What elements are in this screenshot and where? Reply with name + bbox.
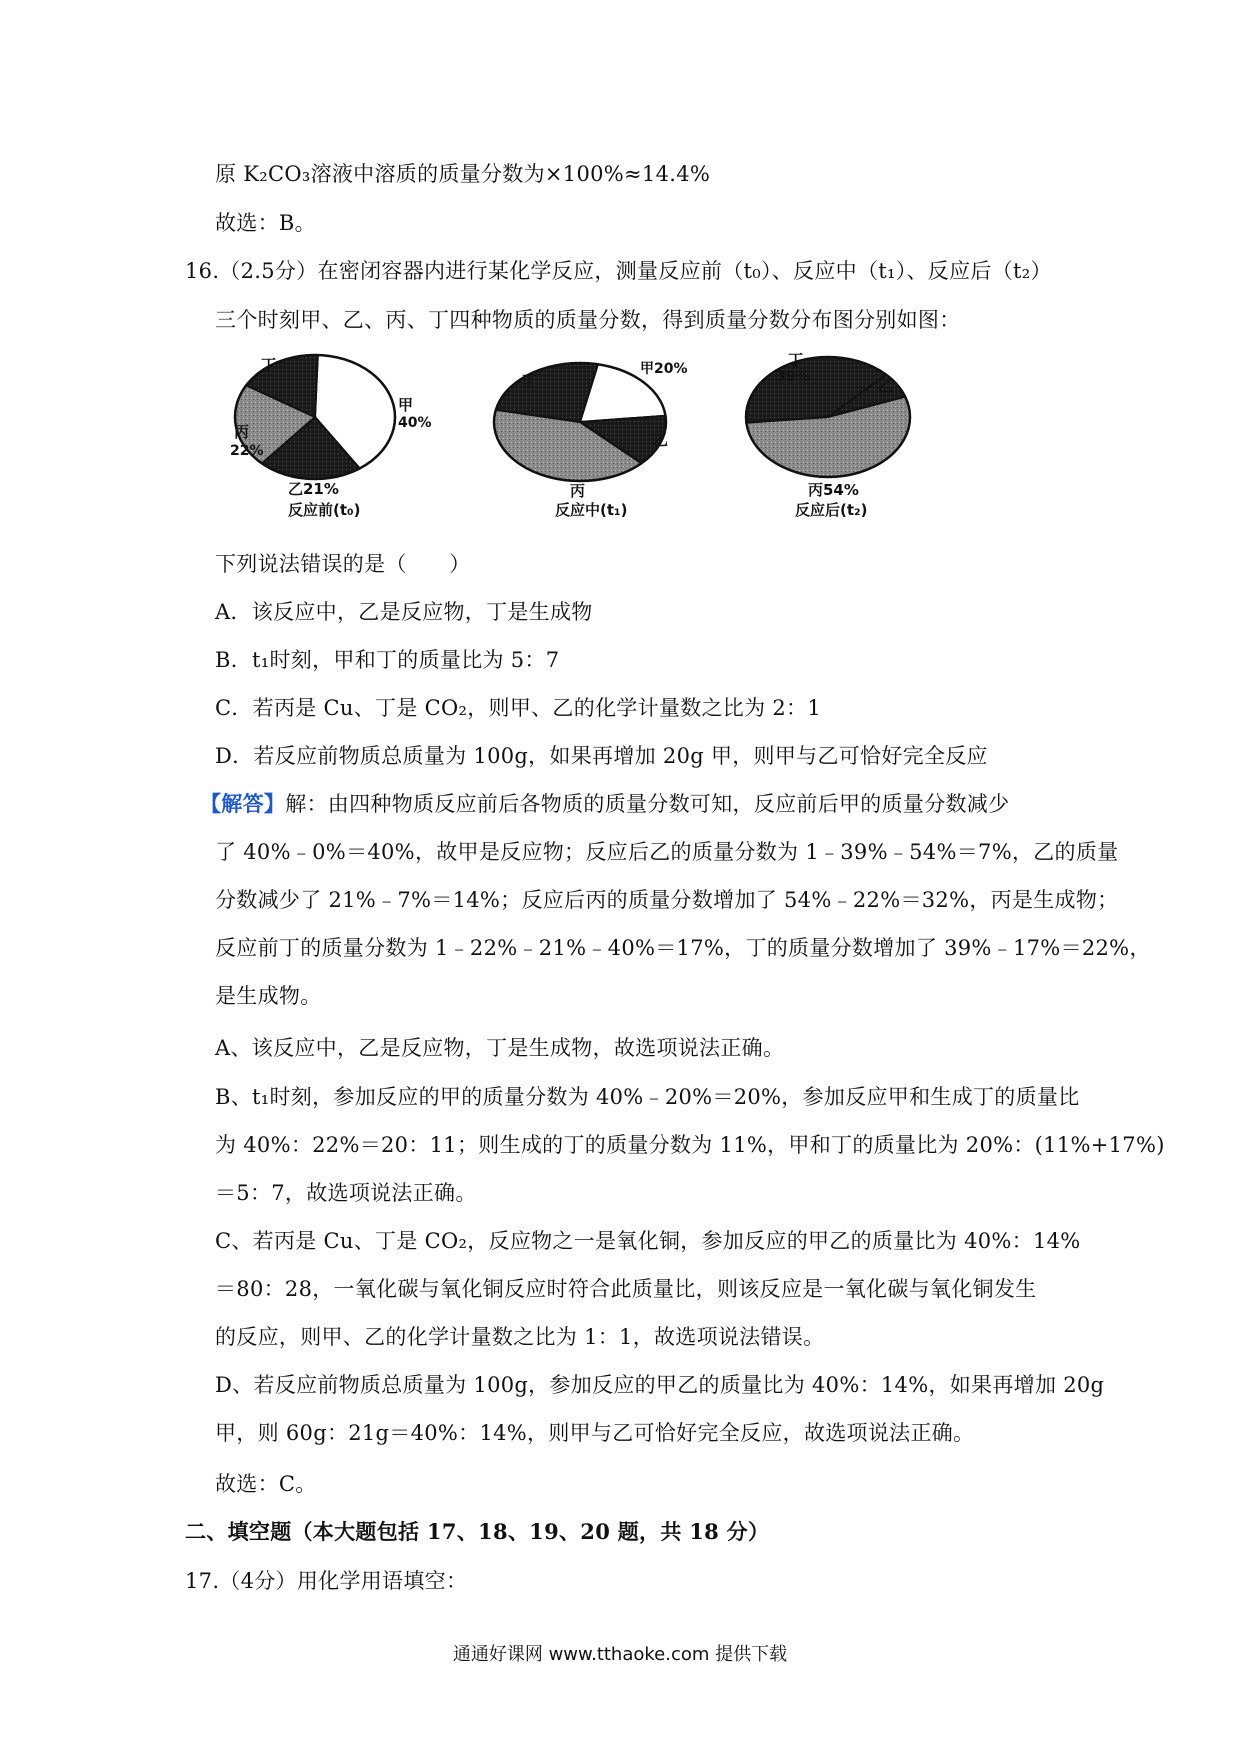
solution-line-7: B、t₁时刻，参加反应的甲的质量分数为 40%﹣20%＝20%，参加反应甲和生成丁的质量比 [215,1085,1080,1109]
before-label-ding: 丁 [261,356,277,374]
solution-line-2: 了 40%﹣0%＝40%，故甲是反应物；反应后乙的质量分数为 1﹣39%﹣54%＝7%，乙的质量 [215,840,1119,864]
solution-line-12: 的反应，则甲、乙的化学计量数之比为 1：1，故选项说法错误。 [215,1325,825,1349]
after-label-yi: 乙 [878,377,894,395]
middle-label-yi: 乙 [653,431,669,449]
before-label-jia-pct: 40% [398,415,432,431]
q16-option-a: A．该反应中，乙是反应物，丁是生成物 [215,600,593,624]
before-label-jia: 甲 [398,396,414,414]
solution-line-11: ＝80：28，一氧化碳与氧化铜反应时符合此质量比，则该反应是一氧化碳与氧化铜发生 [215,1277,1037,1301]
after-caption: 反应后(t₂) [795,501,868,519]
before-label-bing-pct: 22% [230,443,264,459]
after-label-ding: 丁 [788,351,804,369]
middle-label-jia: 甲20% [640,361,688,377]
after-label-ding-pct: 39% [776,369,810,385]
solution-line-6: A、该反应中，乙是反应物，丁是生成物，故选项说法正确。 [215,1036,785,1060]
before-label-yi: 乙21% [288,480,339,498]
solution-line-13: D、若反应前物质总质量为 100g，参加反应的甲乙的质量比为 40%：14%，如果再增加 20g [215,1373,1105,1397]
solution-line-14: 甲，则 60g：21g＝40%：14%，则甲与乙可恰好完全反应，故选项说法正确。 [215,1421,975,1445]
middle-label-bing: 丙 [570,482,586,500]
q16-prompt: 下列说法错误的是（ ） [215,552,471,576]
q16-option-d: D．若反应前物质总质量为 100g，如果再增加 20g 甲，则甲与乙可恰好完全反应 [215,744,988,768]
solution-line-8: 为 40%：22%＝20：11；则生成的丁的质量分数为 11%，甲和丁的质量比为 20%：(11%+17%) [215,1133,1165,1157]
solution-line-3: 分数减少了 21%﹣7%＝14%；反应后丙的质量分数增加了 54%﹣22%＝32%，丙是生成物； [215,888,1119,912]
q16-stem-line-1: 16.（2.5分）在密闭容器内进行某化学反应，测量反应前（t₀）、反应中（t₁）、反应后（t₂） [185,259,1052,283]
q17-stem: 17.（4分）用化学用语填空： [185,1569,468,1593]
pie-middle [494,361,688,519]
pie-before [230,355,432,519]
solution-answer: 故选：C。 [215,1472,317,1496]
page-footer: 通通好课网 www.tthaoke.com 提供下载 [452,1644,788,1665]
pie-after [746,351,910,519]
prev-solution-line: 原 K₂CO₃溶液中溶质的质量分数为×100%≈14.4% [215,162,711,186]
after-label-bing: 丙54% [808,481,859,499]
before-label-bing: 丙 [234,423,250,441]
solution-tag: 【解答】 [200,791,286,816]
pie-charts-figure [210,345,930,525]
q16-option-c: C．若丙是 Cu、丁是 CO₂，则甲、乙的化学计量数之比为 2：1 [215,696,822,720]
solution-text-1: 解：由四种物质反应前后各物质的质量分数可知，反应前后甲的质量分数减少 [285,792,1010,816]
middle-caption: 反应中(t₁) [555,501,628,519]
q16-stem-line-2: 三个时刻甲、乙、丙、丁四种物质的质量分数，得到质量分数分布图分别如图： [215,308,961,332]
middle-label-ding: 丁 [522,372,538,390]
solution-line-5: 是生成物。 [215,984,322,1008]
solution-line-9: ＝5：7，故选项说法正确。 [215,1181,477,1205]
solution-line-1 [200,790,1009,818]
section-heading: 二、填空题（本大题包括 17、18、19、20 题，共 18 分） [185,1519,770,1544]
prev-answer: 故选：B。 [215,211,316,235]
before-caption: 反应前(t₀) [288,501,361,519]
solution-line-4: 反应前丁的质量分数为 1﹣22%﹣21%﹣40%＝17%，丁的质量分数增加了 39%﹣17%＝22%， [215,936,1151,960]
solution-line-10: C、若丙是 Cu、丁是 CO₂，反应物之一是氧化铜，参加反应的甲乙的质量比为 40%：14% [215,1229,1081,1253]
q16-option-b: B．t₁时刻，甲和丁的质量比为 5：7 [215,648,560,672]
